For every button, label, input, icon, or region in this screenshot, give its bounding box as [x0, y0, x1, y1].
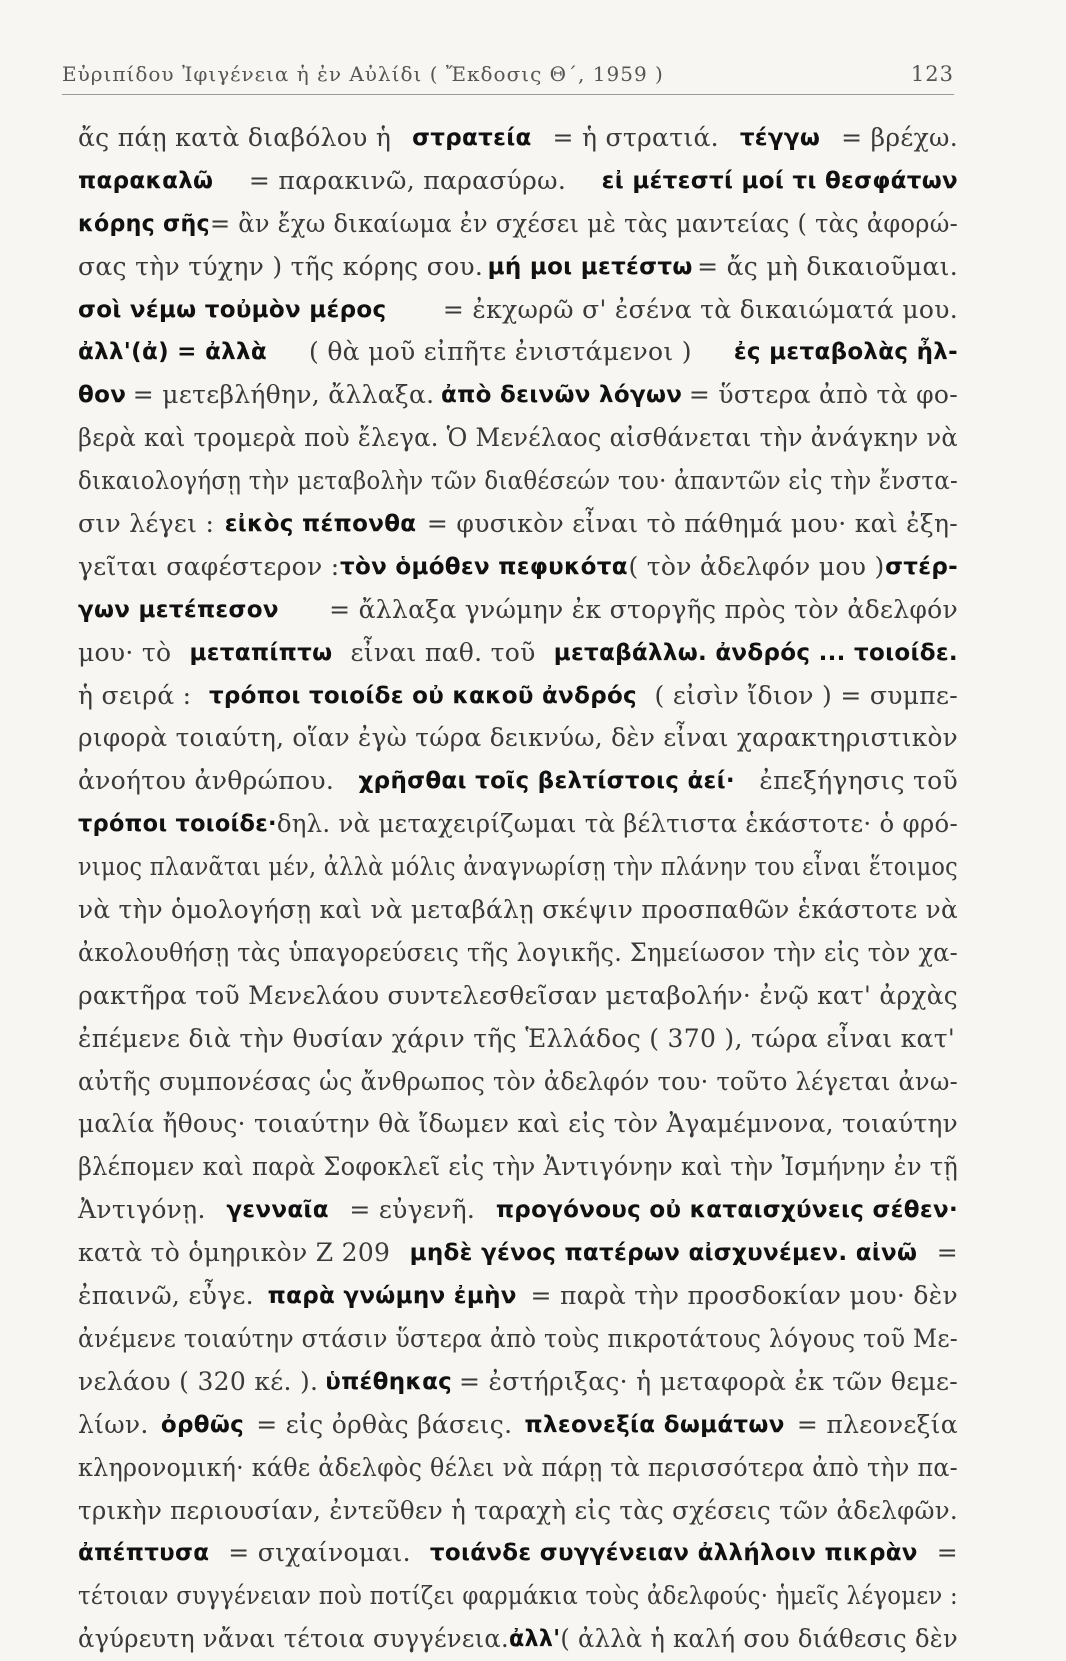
text-line — [78, 331, 958, 374]
gloss-text: εἶναι παθ. τοῦ — [350, 637, 536, 667]
gloss-text: βλέπομεν καὶ παρὰ Σοφοκλεῖ εἰς τὴν Ἀντιγόνην καὶ τὴν Ἰσμήνην ἐν τῇ — [78, 1152, 958, 1182]
lemma-term: χρῆσθαι τοῖς βελτίστοις ἀεί· — [358, 768, 735, 795]
gloss-text: δικαιολογήσῃ τὴν μεταβολὴν τῶν διαθέσεών του· ἀπαντῶν εἰς τὴν ἔνστα- — [78, 466, 958, 496]
gloss-text: = ἂν ἔχω δικαίωμα ἐν σχέσει μὲ τὰς μαντείας ( τὰς ἀφορώ- — [209, 208, 958, 238]
gloss-text: μου· τὸ — [78, 637, 172, 667]
lemma-term: πλεονεξία δωμάτων — [524, 1411, 785, 1438]
text-line — [78, 1447, 958, 1490]
gloss-text: λίων. — [78, 1409, 149, 1439]
text-line — [78, 846, 958, 889]
text-line — [78, 803, 958, 846]
lemma-term: ἐς μεταβολὰς ἦλ- — [733, 339, 958, 366]
text-line — [78, 117, 958, 160]
text-line — [78, 1103, 958, 1146]
lemma-term: ἀπέπτυσα — [78, 1540, 210, 1567]
lemma-term: γων μετέπεσον — [78, 596, 279, 623]
gloss-text: ( εἰσὶν ἴδιον ) = συμπε- — [654, 680, 958, 710]
lemma-term: ἀλλ'(ἀ) = ἀλλὰ — [78, 339, 267, 366]
gloss-text: κληρονομική· κάθε ἀδελφὸς θέλει νὰ πάρῃ τὰ περισσότερα ἀπὸ τὴν πα- — [78, 1452, 958, 1482]
gloss-text: νιμος πλανᾶται μέν, ἀλλὰ μόλις ἀναγνωρίσῃ τὴν πλάνην του εἶναι ἕτοιμος — [78, 852, 958, 882]
text-line — [78, 717, 958, 760]
gloss-text: = παρακινῶ, παρασύρω. — [248, 165, 567, 195]
gloss-text: ἀκολουθήσῃ τὰς ὑπαγορεύσεις τῆς λογικῆς. Σημείωσον τὴν εἰς τὸν χα- — [78, 937, 958, 967]
gloss-text: τέτοιαν συγγένειαν ποὺ ποτίζει φαρμάκια τοὺς ἀδελφούς· ἡμεῖς λέγομεν : — [78, 1581, 958, 1611]
lemma-term: ὑπέθηκας — [325, 1368, 453, 1395]
running-title: Εὐριπίδου Ἰφιγένεια ἡ ἐν Αὐλίδι ( Ἔκδοσις Θ΄, 1959 ) — [62, 62, 664, 86]
text-line — [78, 246, 958, 289]
gloss-text: νελάου ( 320 κέ. ). — [78, 1366, 319, 1396]
lemma-term: μηδὲ γένος πατέρων αἰσχυνέμεν. αἰνῶ — [409, 1240, 918, 1267]
lemma-term: παρακαλῶ — [78, 167, 214, 194]
gloss-text: = πλεονεξία — [796, 1409, 958, 1439]
gloss-text: ἀνέμενε τοιαύτην στάσιν ὕστερα ἀπὸ τοὺς πικροτάτους λόγους τοῦ Με- — [78, 1323, 958, 1353]
lemma-term: τρόποι τοιοίδε οὐ κακοῦ ἀνδρός — [208, 682, 637, 709]
gloss-text: = ἄλλαξα γνώμην ἐκ στοργῆς πρὸς τὸν ἀδελφόν — [329, 594, 958, 624]
lemma-term: μεταπίπτω — [189, 639, 333, 666]
lemma-term: μεταβάλλω. ἀνδρός ... τοιοίδε. — [553, 639, 958, 666]
gloss-text: ἡ σειρά : — [78, 680, 192, 710]
gloss-text: νὰ τὴν ὁμολογήσῃ καὶ νὰ μεταβάλῃ σκέψιν προσπαθῶν ἑκάστοτε νὰ — [78, 895, 958, 925]
gloss-text: ( ἀλλὰ ἡ καλή σου διάθεσις δὲν — [560, 1624, 958, 1654]
gloss-text: = ἐκχωρῶ σ' ἐσένα τὰ δικαιώματά μου. — [442, 294, 958, 324]
text-line — [78, 760, 958, 803]
gloss-text: ἀγύρευτη νἄναι τέτοια συγγένεια. — [78, 1624, 509, 1654]
text-line — [78, 589, 958, 632]
text-line — [78, 1532, 958, 1575]
gloss-text: = μετεβλήθην, ἄλλαξα. — [132, 380, 435, 410]
text-line — [78, 289, 958, 332]
text-line — [78, 1146, 958, 1189]
gloss-text: μαλία ἤθους· τοιαύτην θὰ ἴδωμεν καὶ εἰς τὸν Ἀγαμέμνονα, τοιαύτην — [78, 1109, 958, 1139]
lemma-term: σοὶ νέμω τοὐμὸν μέρος — [78, 296, 387, 323]
text-line — [78, 1018, 958, 1061]
gloss-text: ριφορὰ τοιαύτη, οἵαν ἐγὼ τώρα δεικνύω, δὲν εἶναι χαρακτηριστικὸν — [78, 723, 958, 753]
gloss-text: = — [936, 1238, 958, 1268]
page-number: 123 — [910, 62, 954, 86]
gloss-text: = εἰς ὀρθὰς βάσεις. — [256, 1409, 513, 1439]
text-line — [78, 889, 958, 932]
text-line — [78, 1618, 958, 1661]
gloss-text: ἄς πάῃ κατὰ διαβόλου ἡ — [78, 123, 392, 152]
gloss-text: ἐπαινῶ, εὖγε. — [78, 1281, 254, 1311]
gloss-text: τρικὴν περιουσίαν, ἐντεῦθεν ἡ ταραχὴ εἰς τὰς σχέσεις τῶν ἀδελφῶν. — [78, 1495, 958, 1525]
gloss-text: σιν λέγει : — [78, 509, 215, 539]
text-line — [78, 1318, 958, 1361]
lemma-term: μή μοι μετέστω — [487, 253, 693, 280]
gloss-text: = σιχαίνομαι. — [228, 1538, 411, 1568]
text-line — [78, 1575, 958, 1618]
lemma-term: ὀρθῶς — [160, 1411, 245, 1438]
text-line — [78, 1232, 958, 1275]
gloss-text: = φυσικὸν εἶναι τὸ πάθημά μου· καὶ ἐξη- — [426, 509, 958, 539]
text-line — [78, 546, 958, 589]
gloss-text: = ἐστήριξας· ἡ μεταφορὰ ἐκ τῶν θεμε- — [459, 1366, 958, 1396]
lemma-term: τὸν ὁμόθεν πεφυκότα — [340, 553, 628, 580]
lemma-term: εἰκὸς πέπονθα — [224, 511, 417, 538]
lemma-term: ἀλλ' — [508, 1626, 561, 1653]
gloss-text: = ὕστερα ἀπὸ τὰ φο- — [688, 380, 958, 410]
lemma-term: παρὰ γνώμην ἐμὴν — [267, 1283, 517, 1310]
gloss-text: ἐπεξήγησις τοῦ — [759, 766, 958, 796]
text-line — [78, 374, 958, 417]
text-line — [78, 203, 958, 246]
gloss-text: σας τὴν τύχην ) τῆς κόρης σου. — [78, 251, 484, 281]
gloss-text: = εὐγενῆ. — [349, 1195, 476, 1225]
text-line — [78, 1490, 958, 1533]
gloss-text: = παρὰ τὴν προσδοκίαν μου· δὲν — [530, 1281, 958, 1311]
running-header — [62, 50, 954, 95]
lemma-term: θον — [78, 382, 127, 409]
gloss-text: ( θὰ μοῦ εἰπῆτε ἐνιστάμενοι ) — [309, 337, 692, 367]
text-line — [78, 1275, 958, 1318]
lemma-term: τέγγω — [739, 125, 821, 151]
lemma-term: στέρ- — [885, 553, 958, 580]
text-line — [78, 675, 958, 718]
lemma-term: ἀπὸ δεινῶν λόγων — [441, 382, 683, 409]
text-line — [78, 460, 958, 503]
text-line — [78, 632, 958, 675]
lemma-term: τρόποι τοιοίδε· — [78, 811, 277, 838]
text-line — [78, 1361, 958, 1404]
gloss-text: αὐτῆς συμπονέσας ὡς ἄνθρωπος τὸν ἀδελφόν του· τοῦτο λέγεται ἀνω- — [78, 1066, 958, 1096]
commentary-text — [78, 117, 958, 1661]
gloss-text: = ἄς μὴ δικαιοῦμαι. — [697, 251, 958, 281]
text-line — [78, 417, 958, 460]
lemma-term: εἰ μέτεστί μοί τι θεσφάτων — [601, 167, 958, 194]
gloss-text: δηλ. νὰ μεταχειρίζωμαι τὰ βέλτιστα ἑκάστοτε· ὁ φρό- — [276, 809, 958, 839]
gloss-text: = ἡ στρατιά. — [552, 123, 719, 152]
gloss-text: ἀνοήτου ἀνθρώπου. — [78, 766, 335, 796]
lemma-term: κόρης σῆς — [78, 210, 210, 237]
gloss-text: Ἀντιγόνῃ. — [78, 1195, 206, 1225]
text-line — [78, 932, 958, 975]
text-line — [78, 1061, 958, 1104]
gloss-text: βερὰ καὶ τρομερὰ ποὺ ἔλεγα. Ὁ Μενέλαος αἰσθάνεται τὴν ἀνάγκην νὰ — [78, 423, 958, 453]
lemma-term: γενναῖα — [226, 1197, 329, 1224]
text-line — [78, 1404, 958, 1447]
text-line — [78, 503, 958, 546]
text-line — [78, 160, 958, 203]
gloss-text: ( τὸν ἀδελφόν μου ) — [628, 551, 885, 581]
lemma-term: στρατεία — [412, 125, 532, 151]
text-line — [78, 975, 958, 1018]
gloss-text: ἐπέμενε διὰ τὴν θυσίαν χάριν τῆς Ἑλλάδος ( 370 ), τώρα εἶναι κατ' — [78, 1023, 956, 1053]
lemma-term: προγόνους οὐ καταισχύνεις σέθεν· — [495, 1197, 958, 1224]
gloss-text: ρακτῆρα τοῦ Μενελάου συντελεσθεῖσαν μεταβολήν· ἐνῷ κατ' ἀρχὰς — [78, 980, 958, 1010]
text-line — [78, 1189, 958, 1232]
gloss-text: γεῖται σαφέστερον : — [78, 551, 340, 581]
gloss-text: κατὰ τὸ ὁμηρικὸν Ζ 209 — [78, 1238, 391, 1268]
gloss-text: = — [936, 1538, 958, 1568]
gloss-text: = βρέχω. — [841, 123, 958, 152]
lemma-term: τοιάνδε συγγένειαν ἀλλήλοιν πικρὰν — [429, 1540, 918, 1567]
